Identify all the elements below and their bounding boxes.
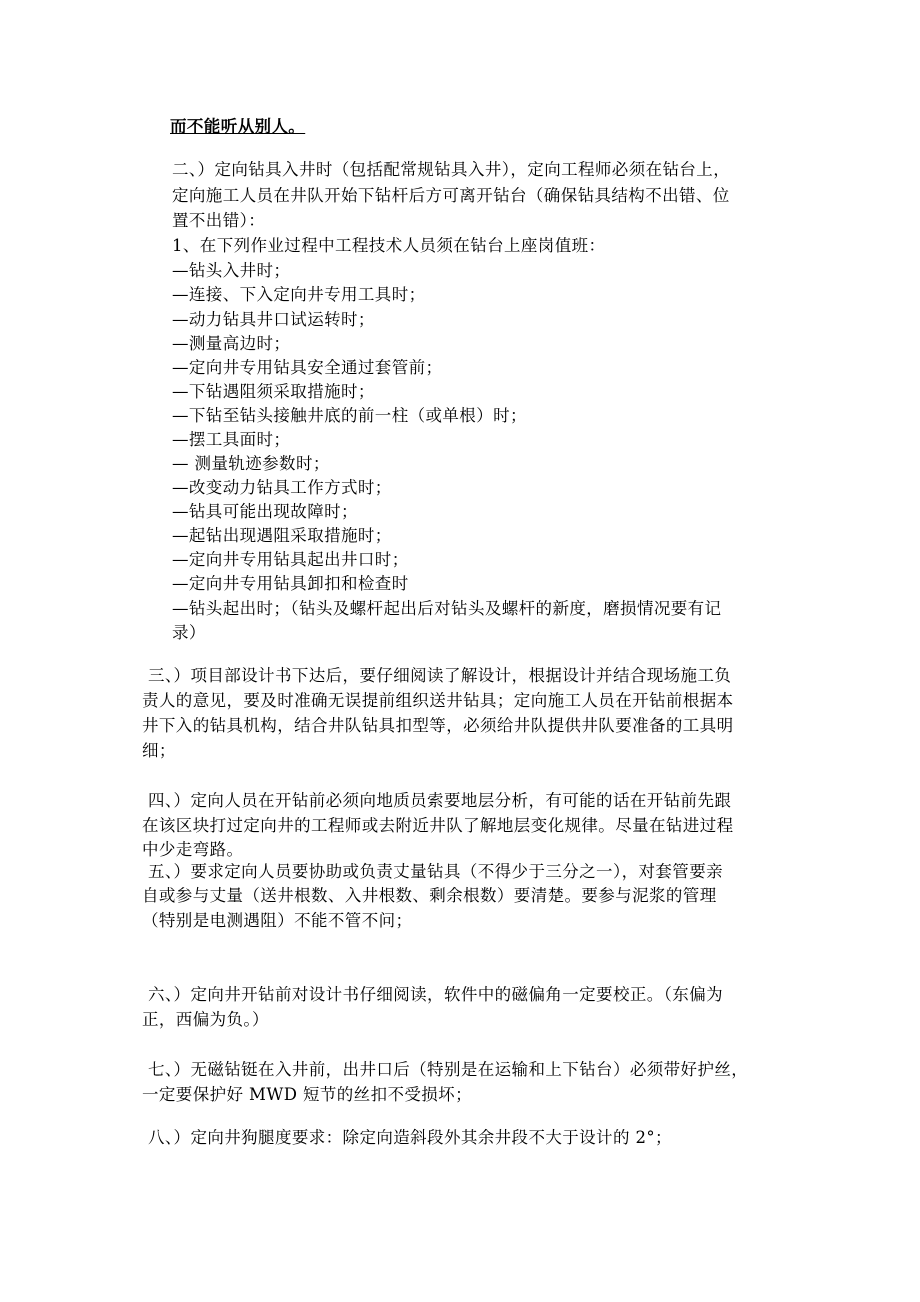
list-item: —定向井专用钻具起出井口时； [172, 550, 409, 569]
list-item: —钻头入井时； [172, 261, 291, 280]
section-3-line-4: 细； [142, 741, 176, 760]
section-2-line-2: 定向施工人员在井队开始下钻杆后方可离开钻台（确保钻具结构不出错、位 [172, 186, 730, 205]
section-3-line-3: 井下入的钻具机构，结合井队钻具扣型等，必须给井队提供井队要准备的工具明 [142, 716, 734, 735]
section-4-line-2: 在该区块打过定向井的工程师或去附近井队了解地层变化规律。尽量在钻进过程 [142, 816, 734, 835]
intro-line: 而不能听从别人。 [170, 117, 306, 136]
list-item: —动力钻具井口试运转时； [172, 310, 375, 329]
section-5-line-2: 自或参与丈量（送井根数、入井根数、剩余根数）要清楚。要参与泥浆的管理 [142, 886, 717, 905]
list-item: —起钻出现遇阻采取措施时； [172, 526, 392, 545]
list-item: 录） [172, 623, 206, 642]
section-3-line-2: 责人的意见，要及时准确无误提前组织送井钻具；定向施工人员在开钻前根据本 [142, 691, 734, 710]
list-item: —摆工具面时； [172, 430, 291, 449]
list-item: —测量高边时； [172, 334, 291, 353]
list-item: — 测量轨迹参数时； [172, 454, 330, 473]
list-item: —改变动力钻具工作方式时； [172, 478, 392, 497]
section-4-line-1: 四、）定向人员在开钻前必须向地质员索要地层分析，有可能的话在开钻前先跟 [148, 791, 732, 810]
section-2-line-1: 二、）定向钻具入井时（包括配常规钻具入井），定向工程师必须在钻台上， [172, 160, 731, 179]
list-item: —下钻至钻头接触井底的前一柱（或单根）时； [172, 406, 527, 425]
section-2-line-3: 置不出错）： [172, 211, 266, 230]
section-6-line-2: 正，西偏为负。） [142, 1010, 269, 1029]
section-4-line-3: 中少走弯路。 [142, 840, 244, 859]
list-item: —连接、下入定向井专用工具时； [172, 285, 426, 304]
section-2-line-4: 1、在下列作业过程中工程技术人员须在钻台上座岗值班： [172, 236, 606, 255]
list-item: —定向井专用钻具卸扣和检查时 [172, 574, 409, 593]
section-3-line-1: 三、）项目部设计书下达后，要仔细阅读了解设计，根据设计并结合现场施工负 [148, 666, 732, 685]
section-7-line-1: 七、）无磁钻铤在入井前，出井口后（特别是在运输和上下钻台）必须带好护丝， [148, 1060, 749, 1079]
section-8-line-1: 八、）定向井狗腿度要求：除定向造斜段外其余井段不大于设计的 2°； [148, 1128, 672, 1147]
list-item: —钻具可能出现故障时； [172, 502, 358, 521]
section-7-line-2: 一定要保护好 MWD 短节的丝扣不受损坏； [142, 1085, 472, 1104]
list-item: —钻头起出时；（钻头及螺杆起出后对钻头及螺杆的新度，磨损情况要有记 [172, 599, 722, 618]
section-6-line-1: 六、）定向井开钻前对设计书仔细阅读，软件中的磁偏角一定要校正。（东偏为 [148, 985, 723, 1004]
section-5-line-1: 五、）要求定向人员要协助或负责丈量钻具（不得少于三分之一），对套管要亲 [148, 862, 723, 881]
section-5-line-3: （特别是电测遇阻）不能不管不问； [142, 911, 413, 930]
list-item: —下钻遇阻须采取措施时； [172, 382, 375, 401]
list-item: —定向井专用钻具安全通过套管前； [172, 358, 443, 377]
